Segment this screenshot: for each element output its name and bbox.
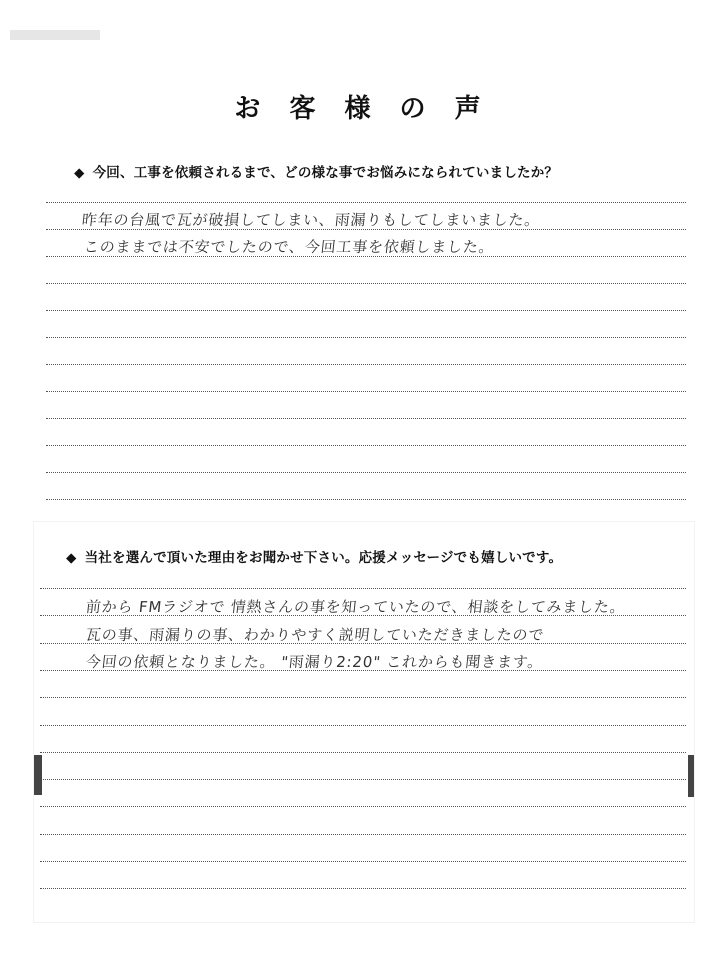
ruled-line xyxy=(46,202,686,203)
ruled-line xyxy=(46,418,686,419)
answer-2-line-1: 前から FMラジオで 情熱さんの事を知っていたので、相談をしてみました。 xyxy=(85,598,627,616)
ruled-line xyxy=(40,834,686,835)
ruled-line xyxy=(46,472,686,473)
ruled-line xyxy=(40,888,686,889)
scan-mark-left xyxy=(34,755,42,795)
ruled-line xyxy=(40,806,686,807)
ruled-line xyxy=(40,697,686,698)
ruled-line xyxy=(46,364,686,365)
ruled-line xyxy=(40,861,686,862)
diamond-icon: ◆ xyxy=(66,550,77,566)
question-1 xyxy=(74,161,558,181)
question-1-text: 今回、工事を依頼されるまで、どの様な事でお悩みになられていましたか？ xyxy=(92,165,559,181)
ruled-line xyxy=(46,391,686,392)
ruled-line xyxy=(46,337,686,338)
ruled-line xyxy=(40,752,686,753)
answer-1-line-2: このままでは不安でしたので、今回工事を依頼しました。 xyxy=(83,238,496,256)
scan-mark-right xyxy=(688,755,694,797)
ruled-line xyxy=(40,588,686,589)
scan-edge xyxy=(10,30,100,40)
page-title: お 客 様 の 声 xyxy=(234,94,491,124)
ruled-line xyxy=(40,779,686,780)
question-2-text: 当社を選んで頂いた理由をお聞かせ下さい。応援メッセージでも嬉しいです。 xyxy=(84,550,563,566)
answer-2-line-3: 今回の依頼となりました。 "雨漏り2:20" これからも聞きます。 xyxy=(85,653,545,671)
ruled-line xyxy=(40,725,686,726)
ruled-line xyxy=(46,445,686,446)
ruled-line xyxy=(46,499,686,500)
ruled-line xyxy=(46,283,686,284)
question-2 xyxy=(66,546,562,566)
answer-2-line-2: 瓦の事、雨漏りの事、わかりやすく説明していただきましたので xyxy=(85,626,546,644)
answer-1-line-1: 昨年の台風で瓦が破損してしまい、雨漏りもしてしまいました。 xyxy=(81,211,542,229)
ruled-line xyxy=(46,310,686,311)
diamond-icon: ◆ xyxy=(74,165,85,181)
lower-sheet xyxy=(34,522,694,922)
